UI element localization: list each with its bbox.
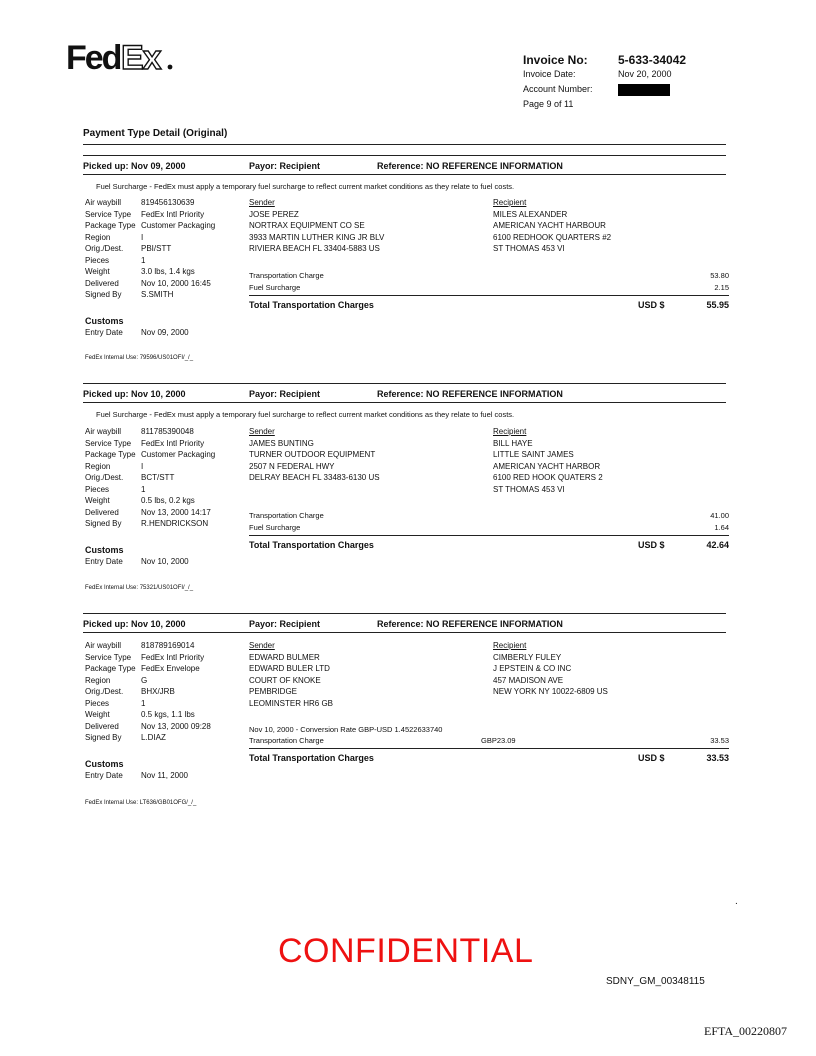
recipient-block: Recipient BILL HAYE LITTLE SAINT JAMES AMERICAN YACHT HARBOR 6100 RED HOOK QUATERS 2 ST THOMAS 453 VI: [493, 427, 603, 494]
shipment-details: Air waybill 818789169014 Service Type FedEx Intl Priority Package Type FedEx Envelope Region G Orig./Dest. BHX/JRB Pieces 1 Weight 0.5 kgs, 1.1 lbs Delivered Nov 13, 2000 09:28 Signed By L.DIAZ: [85, 641, 211, 742]
fedex-logo-graphic: [66, 38, 176, 78]
recipient-block: Recipient MILES ALEXANDER AMERICAN YACHT HARBOUR 6100 REDHOOK QUARTERS #2 ST THOMAS 453 VI: [493, 198, 612, 253]
confidential-stamp: CONFIDENTIAL: [278, 932, 534, 970]
transportation-charge-label: Transportation Charge: [249, 736, 324, 745]
pieces: 1: [141, 255, 146, 265]
air-waybill: 819456130639: [141, 198, 195, 207]
divider: [83, 174, 726, 175]
divider: [83, 632, 726, 633]
fuel-surcharge: 2.15: [714, 283, 729, 292]
sender-block: Sender JAMES BUNTING TURNER OUTDOOR EQUIPMENT 2507 N FEDERAL HWY DELRAY BEACH FL 33483-6130 US: [249, 427, 380, 482]
divider: [83, 155, 726, 156]
divider: [83, 144, 726, 145]
pieces: 1: [141, 484, 146, 494]
fuel-surcharge-label: Fuel Surcharge: [249, 523, 301, 532]
transportation-charge: 41.00: [710, 511, 729, 520]
transportation-charge-label: Transportation Charge: [249, 271, 324, 280]
entry-date: Nov 09, 2000: [141, 328, 189, 337]
package-type: Customer Packaging: [141, 221, 216, 230]
pieces: 1: [141, 698, 146, 708]
currency-label: USD $: [638, 753, 665, 763]
account-number-redaction: [618, 84, 670, 96]
invoice-no-label: Invoice No:: [523, 53, 588, 67]
package-type: Customer Packaging: [141, 450, 216, 459]
invoice-header: [523, 53, 593, 112]
conversion-pair: GBP-USD: [358, 725, 393, 734]
air-waybill: 811785390048: [141, 427, 194, 436]
service-type: FedEx Intl Priority: [141, 652, 205, 662]
svg-text:Ex: Ex: [121, 39, 161, 77]
currency-label: USD $: [638, 540, 665, 550]
entry-date-row: Entry Date Nov 11, 2000: [85, 771, 188, 780]
internal-use: FedEx Internal Use: 79596/US01OFI/_/_: [85, 355, 194, 361]
shipment-details: Air waybill 819456130639 Service Type FedEx Intl Priority Package Type Customer Packaging Region I Orig./Dest. PBI/STT Pieces 1 Weight 3.0 lbs, 1.4 kgs Delivered Nov 10, 2000 16:45 Signed By S.SMITH: [85, 198, 216, 299]
delivered: Nov 13, 2000 09:28: [141, 721, 211, 731]
payor: Payor: Recipient: [249, 161, 321, 171]
section-title: Payment Type Detail (Original): [83, 128, 228, 139]
fedex-logo: [66, 38, 176, 78]
divider: [249, 535, 729, 536]
shipment-details: Air waybill 811785390048 Service Type FedEx Intl Priority Package Type Customer Packaging Region I Orig./Dest. BCT/STT Pieces 1 Weight 0.5 lbs, 0.2 kgs Delivered Nov 13, 2000 14:17 Signed By R.HENDRICKSON: [85, 427, 216, 528]
divider: [83, 383, 726, 384]
signed-by: S.SMITH: [141, 290, 174, 299]
customs-heading: Customs: [85, 759, 124, 769]
customs-heading: Customs: [85, 316, 124, 326]
fuel-note: Fuel Surcharge - FedEx must apply a temporary fuel surcharge to reflect current market conditions as they relate to fuel costs.: [96, 410, 515, 419]
recipient-block: Recipient CIMBERLY FULEY J EPSTEIN & CO INC 457 MADISON AVE NEW YORK NY 10022-6809 US: [493, 641, 608, 696]
recipient-label: Recipient: [493, 198, 527, 207]
payor: Payor: Recipient: [249, 619, 321, 629]
total-label: Total Transportation Charges: [249, 300, 374, 310]
invoice-date-label: Invoice Date:: [523, 69, 576, 79]
payor: Payor: Recipient: [249, 389, 321, 399]
service-type: FedEx Intl Priority: [141, 438, 205, 448]
divider: [249, 748, 729, 749]
weight: 0.5 lbs, 0.2 kgs: [141, 496, 195, 505]
customs-heading: Customs: [85, 545, 124, 555]
bates-number: SDNY_GM_00348115: [606, 976, 705, 987]
weight: 3.0 lbs, 1.4 kgs: [141, 267, 195, 276]
sender-block: Sender EDWARD BULMER EDWARD BULER LTD COURT OF KNOKE PEMBRIDGE LEOMINSTER HR6 GB: [249, 641, 334, 708]
invoice-header-values: [618, 53, 686, 97]
currency-label: USD $: [638, 300, 665, 310]
recipient-label: Recipient: [493, 641, 527, 650]
recipient-label: Recipient: [493, 427, 527, 436]
gbp-amount: GBP23.09: [481, 736, 516, 745]
conversion-rate-row: [249, 725, 442, 734]
weight: 0.5 kgs, 1.1 lbs: [141, 710, 195, 719]
divider: [83, 402, 726, 403]
package-type: FedEx Envelope: [141, 664, 200, 673]
orig-dest: PBI/STT: [141, 244, 172, 253]
air-waybill: 818789169014: [141, 641, 195, 650]
orig-dest: BHX/JRB: [141, 687, 175, 696]
internal-use: FedEx Internal Use: 75321/US01OFI/_/_: [85, 585, 194, 591]
sender-label: Sender: [249, 641, 275, 650]
entry-date: Nov 11, 2000: [141, 771, 188, 780]
stray-dot: .: [735, 896, 738, 907]
account-number-label: Account Number:: [523, 84, 593, 94]
region: I: [141, 232, 144, 242]
picked-up: Picked up: Nov 10, 2000: [83, 619, 186, 629]
transportation-charge: 53.80: [710, 271, 729, 280]
invoice-date: Nov 20, 2000: [618, 69, 672, 79]
region: I: [141, 461, 144, 471]
entry-date: Nov 10, 2000: [141, 557, 189, 566]
delivered: Nov 10, 2000 16:45: [141, 278, 211, 288]
total-label: Total Transportation Charges: [249, 540, 374, 550]
fuel-surcharge-label: Fuel Surcharge: [249, 283, 301, 292]
total-amount: 42.64: [706, 540, 729, 550]
signed-by: R.HENDRICKSON: [141, 519, 209, 528]
invoice-no: 5-633-34042: [618, 53, 687, 67]
divider: [83, 613, 726, 614]
sender-label: Sender: [249, 427, 275, 436]
sender-label: Sender: [249, 198, 275, 207]
reference: Reference: NO REFERENCE INFORMATION: [377, 389, 563, 399]
internal-use: FedEx Internal Use: LT636/GB01OFG/_/_: [85, 800, 197, 806]
transportation-charge: 33.53: [710, 736, 729, 745]
picked-up: Picked up: Nov 09, 2000: [83, 161, 186, 171]
signed-by: L.DIAZ: [141, 733, 166, 742]
reference: Reference: NO REFERENCE INFORMATION: [377, 161, 563, 171]
picked-up: Picked up: Nov 10, 2000: [83, 389, 186, 399]
total-label: Total Transportation Charges: [249, 753, 374, 763]
conversion-label: Nov 10, 2000 - Conversion Rate: [249, 725, 357, 734]
orig-dest: BCT/STT: [141, 473, 175, 482]
fuel-surcharge: 1.64: [714, 523, 729, 532]
reference: Reference: NO REFERENCE INFORMATION: [377, 619, 563, 629]
transportation-charge-label: Transportation Charge: [249, 511, 324, 520]
service-type: FedEx Intl Priority: [141, 209, 205, 219]
divider: [249, 295, 729, 296]
delivered: Nov 13, 2000 14:17: [141, 507, 211, 517]
page-label: Page 9 of 11: [523, 99, 574, 109]
total-amount: 33.53: [706, 753, 729, 763]
fuel-note: Fuel Surcharge - FedEx must apply a temporary fuel surcharge to reflect current market conditions as they relate to fuel costs.: [96, 182, 515, 191]
efta-number: EFTA_00220807: [704, 1024, 788, 1038]
total-amount: 55.95: [706, 300, 729, 310]
sender-block: Sender JOSE PEREZ NORTRAX EQUIPMENT CO SE 3933 MARTIN LUTHER KING JR BLV RIVIERA BEACH FL 33404-5883 US: [249, 198, 385, 253]
region: G: [141, 675, 148, 685]
svg-text:Fed: Fed: [66, 39, 121, 77]
conversion-rate: 1.4522633740: [394, 725, 443, 734]
entry-date-row: Entry Date Nov 10, 2000: [85, 557, 189, 566]
entry-date-row: Entry Date Nov 09, 2000: [85, 328, 189, 337]
